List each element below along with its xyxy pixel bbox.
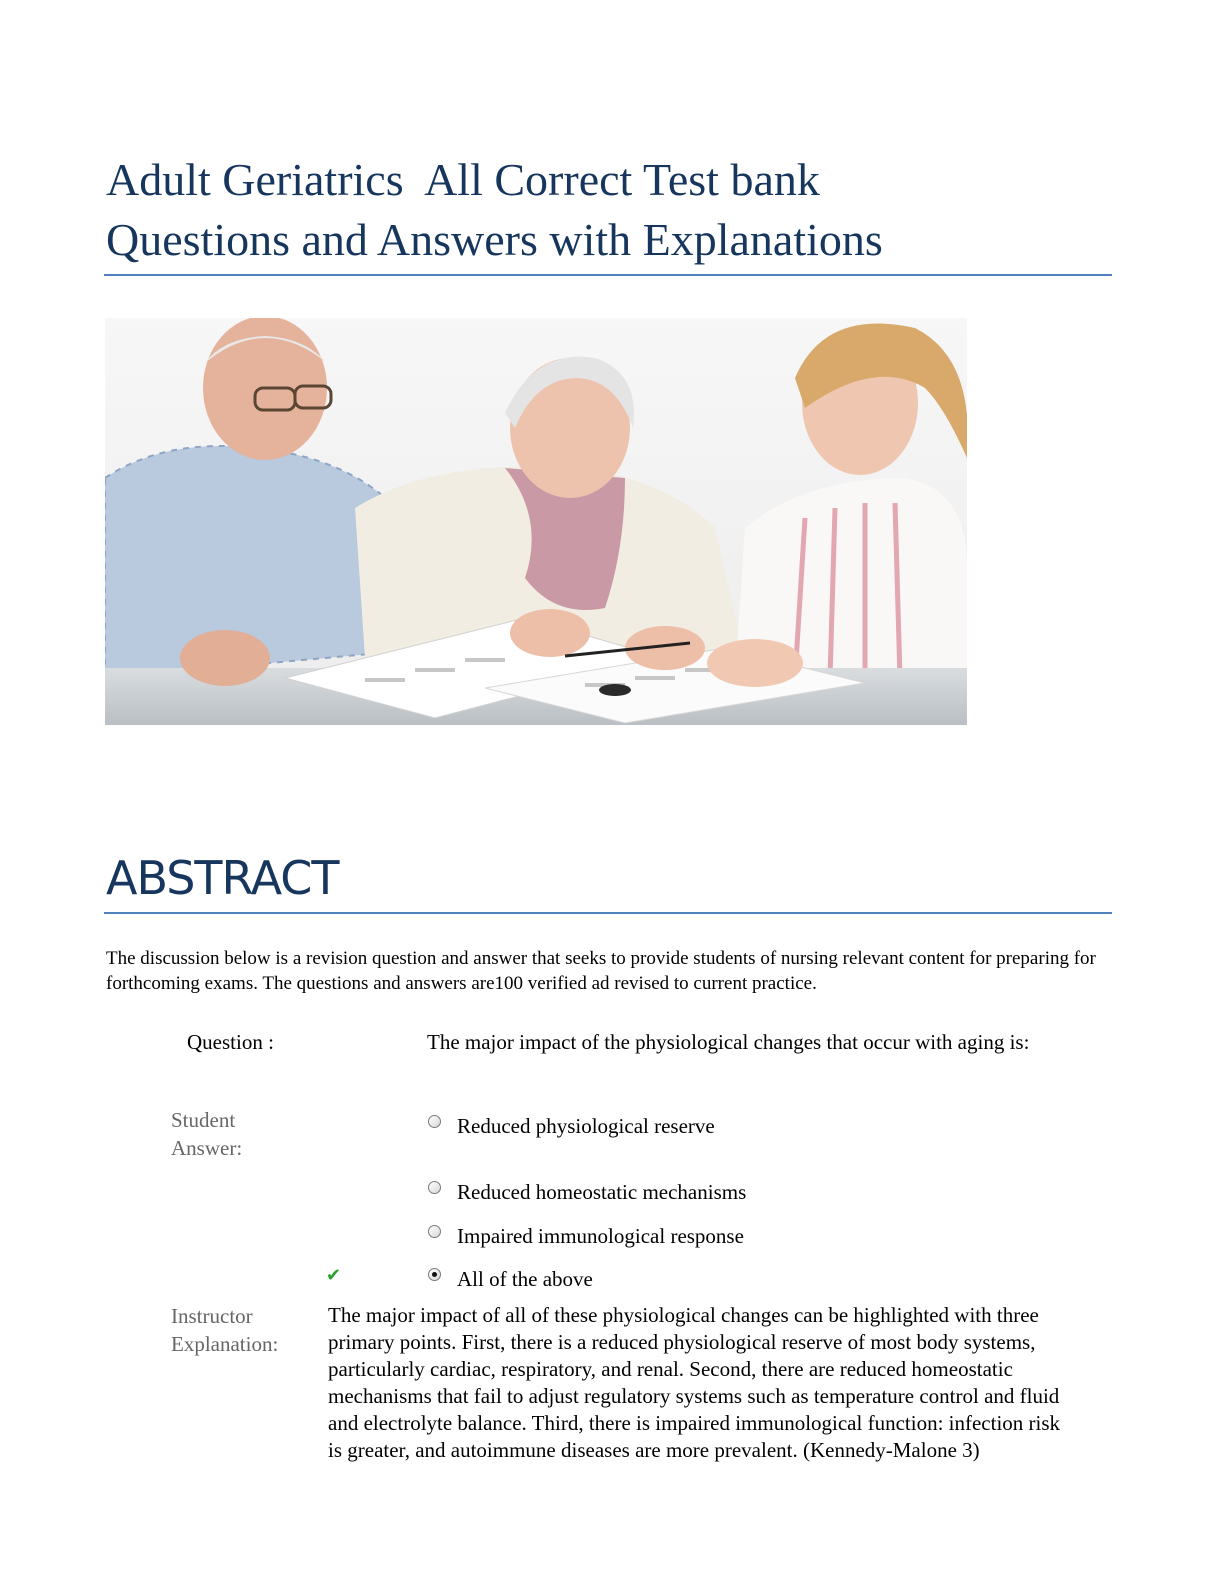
answer-option-label: All of the above: [457, 1267, 593, 1291]
document-title: [106, 150, 1106, 270]
answer-option-label: Reduced homeostatic mechanisms: [457, 1180, 747, 1204]
abstract-heading: ABSTRACT: [106, 851, 339, 905]
radio-button-icon[interactable]: [428, 1115, 441, 1128]
radio-button-selected-icon[interactable]: [428, 1268, 441, 1281]
radio-button-icon[interactable]: [428, 1181, 441, 1194]
cover-photo: [105, 318, 967, 725]
title-divider: [104, 274, 1112, 276]
answer-option-1[interactable]: [428, 1112, 715, 1140]
question-label: Question :: [187, 1030, 274, 1054]
check-icon: ✔: [326, 1265, 342, 1286]
instructor-explanation-label: Instructor Explanation:: [171, 1304, 279, 1356]
answer-option-3[interactable]: [428, 1222, 744, 1250]
abstract-body: The discussion below is a revision question and answer that seeks to provide students of nursing relevant content for preparing for forthcoming exams. The questions and answers are100 verified ad revised to current practice.: [106, 948, 1096, 994]
title-line-1: Adult Geriatrics All Correct Test bank: [106, 154, 820, 205]
instructor-explanation-text: The major impact of all of these physiological changes can be highlighted with three primary points. First, there is a reduced physiological reserve of most body systems, particularly cardiac, respiratory, and renal. Second, there are reduced homeostatic mechanisms that fail to adjust regulatory systems such as temperature control and fluid and electrolyte balance. Third, there is impaired immunological function: infection risk is greater, and autoimmune diseases are more prevalent. (Kennedy-Malone 3): [328, 1303, 1061, 1462]
answer-option-4[interactable]: [428, 1265, 593, 1293]
title-line-2: Questions and Answers with Explanations: [106, 214, 883, 265]
cover-photo-illustration: [105, 318, 967, 725]
answer-option-2[interactable]: [428, 1178, 746, 1206]
abstract-divider: [104, 912, 1112, 914]
student-answer-label: Student Answer:: [171, 1108, 243, 1160]
radio-button-icon[interactable]: [428, 1225, 441, 1238]
answer-option-label: Reduced physiological reserve: [457, 1114, 715, 1138]
question-text: The major impact of the physiological changes that occur with aging is:: [427, 1030, 1030, 1054]
answer-option-label: Impaired immunological response: [457, 1224, 744, 1248]
